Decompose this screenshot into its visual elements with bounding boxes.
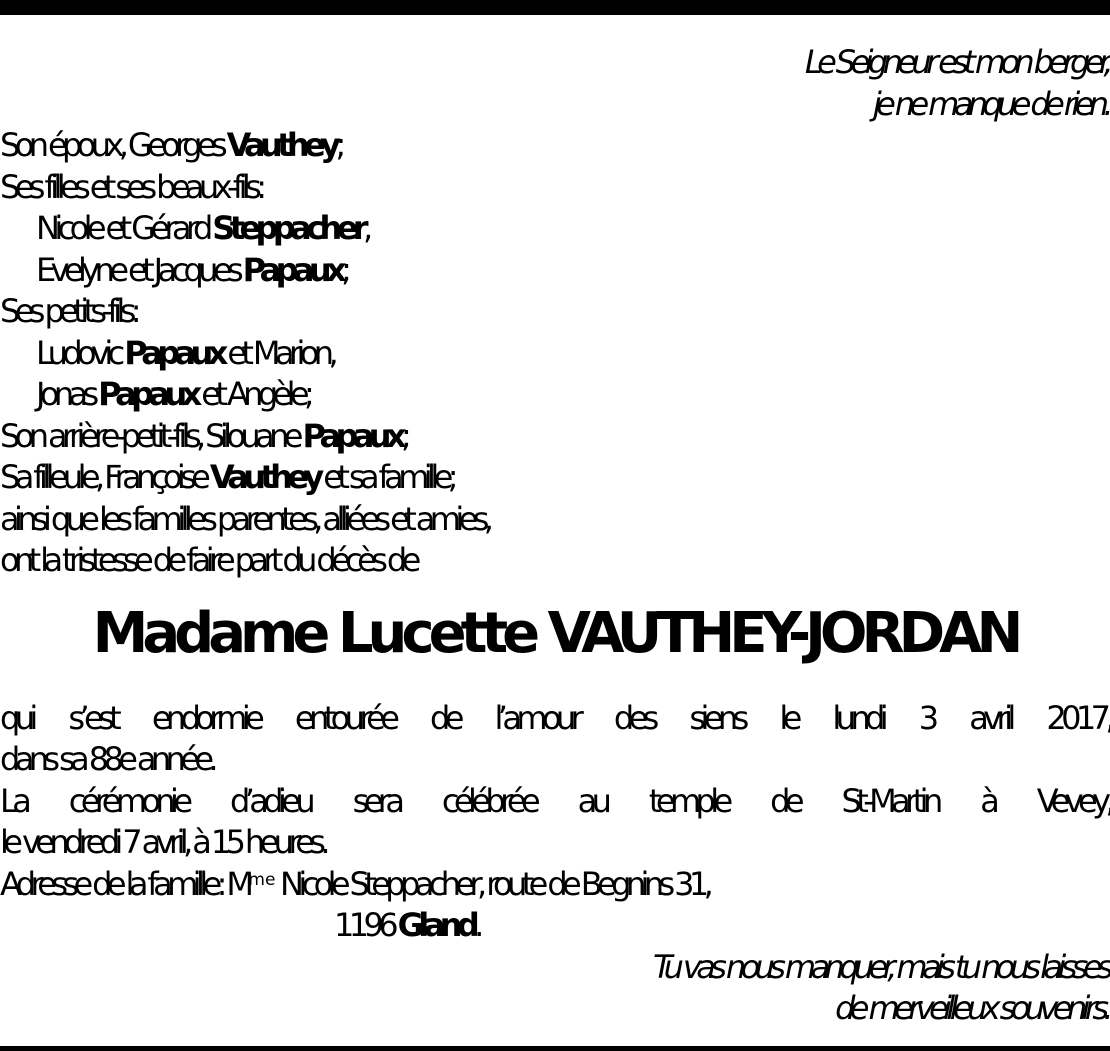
quote-line-1: Le Seigneur est mon berger, xyxy=(804,43,1108,81)
family-line-goddaughter: Sa filleule, Françoise Vauthey et sa famille; xyxy=(0,458,453,496)
details-line-4: le vendredi 7 avril, à 15 heures. xyxy=(0,823,325,861)
family-line-relatives: ainsi que les familles parentes, alliées et amies, xyxy=(0,499,489,538)
details-line-3: La cérémonie d’adieu sera célébrée au temple de St-Martin à Vevey, xyxy=(0,781,1110,820)
family-line-grandsons-heading: Ses petits-fils: xyxy=(0,292,136,330)
family-line-daughters-heading: Ses filles et ses beaux-fils: xyxy=(0,167,262,206)
deceased-name: Madame Lucette VAUTHEY-JORDAN xyxy=(92,600,1018,666)
family-line-grandson-1: Ludovic Papaux et Marion, xyxy=(36,333,334,372)
closing-line-2: de merveilleux souvenirs. xyxy=(835,989,1108,1027)
top-border xyxy=(0,0,1110,15)
closing-line-1: Tu vas nous manquer, mais tu nous laisses xyxy=(652,947,1108,986)
obituary-notice xyxy=(0,42,1110,1030)
details-line-2: dans sa 88e année. xyxy=(0,740,213,778)
details-line-1: qui s’est endormie entourée de l’amour des siens le lundi 3 avril 2017, xyxy=(0,698,1110,737)
family-address-city: 1196 Gland. xyxy=(334,906,479,944)
family-line-grandson-2: Jonas Papaux et Angèle; xyxy=(36,375,310,413)
ceremony-details xyxy=(0,698,1110,947)
family-list xyxy=(0,125,1110,582)
family-line-spouse: Son époux, Georges Vauthey; xyxy=(0,126,341,164)
family-line-daughter-2: Evelyne et Jacques Papaux; xyxy=(36,250,347,289)
family-address: Adresse de la famille: $M^{me}$ Nicole Steppacher, route de Begnins 31, xyxy=(0,864,709,903)
family-line-daughter-1: Nicole et Gérard Steppacher, xyxy=(36,209,368,247)
family-line-announcement: ont la tristesse de faire part du décès de xyxy=(0,541,416,579)
family-line-great-grandson: Son arrière-petit-fils, Silouane Papaux; xyxy=(0,416,407,455)
quote-line-2: je ne manque de rien. xyxy=(872,84,1108,123)
bottom-border xyxy=(0,1046,1110,1051)
